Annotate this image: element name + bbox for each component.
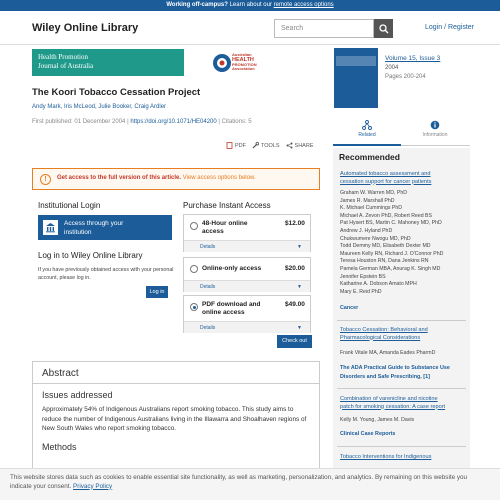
network-icon [362, 120, 372, 130]
recommended-divider [337, 388, 466, 389]
journal-name-line1: Health Promotion [38, 53, 88, 61]
tools-button[interactable] [252, 142, 280, 149]
purchase-option-48h[interactable] [183, 214, 311, 252]
pdf-icon [226, 142, 233, 149]
recommended-article-link[interactable] [340, 171, 465, 186]
rec-cat-line1: The ADA Practical Guide to Substance Use [340, 365, 450, 371]
tab-related-label: Related [358, 132, 376, 138]
journal-cover[interactable] [334, 48, 378, 108]
rec-author: Pamela German MBA, Anurag K. Singh MD [340, 265, 441, 272]
cookie-banner [0, 468, 500, 500]
rec-title-line1: Automated tobacco assessment and [340, 171, 431, 177]
option-label [202, 220, 272, 236]
assoc-line4: Association [232, 66, 255, 71]
access-notice-bold: Get access to the full version of this article. [57, 175, 182, 181]
first-published-label: First published: [32, 119, 73, 125]
journal-banner[interactable] [32, 49, 184, 76]
recommended-article-link[interactable]: Tobacco Interventions for Indigenous [340, 454, 432, 460]
abstract-heading: Abstract [42, 368, 79, 379]
article-authors[interactable]: Andy Mark, Iris McLeod, Julie Booker, Craig Ardler [32, 104, 167, 110]
search-icon [379, 24, 389, 34]
wrench-icon [252, 142, 259, 149]
remote-access-text: Learn about our [229, 2, 272, 8]
remote-access-bold: Working off-campus? [166, 2, 228, 8]
institution-button-line1: Access through your [64, 220, 124, 227]
article-tools [226, 142, 314, 149]
association-name [232, 53, 257, 72]
recommended-authors [340, 190, 465, 296]
chevron-down-icon: ▼ [297, 244, 302, 250]
option-label-line1: 48-Hour online [202, 220, 248, 227]
option-label-line2: online access [202, 309, 245, 316]
option-label-line2: access [202, 228, 224, 235]
recommended-divider [337, 446, 466, 447]
pdf-button[interactable] [226, 142, 246, 149]
rec-author: Maureen Kelly RN, Richard J. O'Connor PhD [340, 250, 444, 257]
option-price: $49.00 [285, 301, 305, 308]
site-header [0, 11, 500, 45]
tab-information[interactable] [401, 116, 469, 146]
page-range: Pages 200-204 [385, 74, 426, 80]
info-icon: ! [40, 174, 51, 185]
rec-author: Graham W. Warren MD, PhD [340, 190, 407, 196]
access-notice [32, 168, 320, 190]
doi-link[interactable]: https://doi.org/10.1071/HE04200 [130, 119, 217, 125]
recommended-article-link[interactable] [340, 396, 465, 411]
option-details-toggle[interactable] [184, 280, 310, 292]
share-button[interactable] [286, 142, 314, 149]
tab-related[interactable] [333, 116, 401, 146]
institution-access-button[interactable] [38, 215, 172, 240]
details-label: Details [200, 325, 216, 331]
assoc-line2: HEALTH [232, 56, 254, 63]
rec-title-line2: cessation support for cancer patients [340, 178, 432, 185]
chevron-down-icon: ▼ [297, 284, 302, 290]
search-button[interactable] [374, 19, 393, 38]
rec-title-line1: Tobacco Cessation: Behavioral and [340, 327, 428, 333]
rec-author: Jennifer Epstein BS [340, 273, 386, 280]
share-icon [286, 142, 293, 149]
purchase-option-pdf[interactable] [183, 295, 311, 333]
article-title: The Koori Tobacco Cessation Project [32, 87, 201, 98]
access-options-link[interactable]: View access options below. [182, 175, 256, 181]
site-logo[interactable]: Wiley Online Library [32, 22, 139, 34]
recommended-category[interactable] [340, 364, 465, 381]
recommended-category[interactable]: Clinical Case Reports [340, 431, 396, 437]
rec-cat-line2: Disorders and Safe Prescribing, [1] [340, 373, 430, 380]
recommended-article-link[interactable] [340, 327, 465, 342]
issues-text: Approximately 54% of Indigenous Australians report smoking tobacco. This study aims to reduce the number of Indigenous Australians living in the Illawarra and Shoalhaven regions of New South Wales who report smoking tobacco. [42, 406, 307, 432]
checkout-button[interactable]: Check out [277, 335, 312, 348]
rec-title-line1: Combination of varenicline and nicotine [340, 396, 438, 402]
citations-count[interactable]: Citations: 5 [221, 119, 252, 125]
publication-info: First published: 01 December 2004 | https://doi.org/10.1071/HE04200 | Citations: 5 [32, 119, 252, 125]
institution-button-line2: institution [64, 229, 92, 236]
recommended-divider [337, 320, 466, 321]
option-label [202, 301, 272, 317]
first-published-date: 01 December 2004 [74, 119, 126, 125]
recommended-authors: Frank Vitale MA, Amanda Eades PharmD [340, 350, 436, 356]
details-label: Details [200, 284, 216, 290]
rec-author: Pat Hysert BS, Martin C. Mahoney MD, PhD [340, 220, 442, 227]
purchase-heading: Purchase Instant Access [183, 201, 271, 210]
log-in-button[interactable]: Log in [146, 286, 168, 298]
rec-author: Mary E. Reid PhD [340, 288, 382, 295]
right-panel-tabs [333, 116, 470, 146]
option-price: $12.00 [285, 220, 305, 227]
tab-information-label: Information [422, 132, 448, 138]
remote-access-banner [0, 0, 500, 11]
rec-author: Katharine A. Dobson Amato MPH [340, 281, 417, 288]
rec-title-line2: Pharmacological Considerations [340, 334, 421, 341]
methods-heading: Methods [42, 442, 77, 452]
share-label: SHARE [294, 142, 314, 149]
option-details-toggle[interactable] [184, 321, 310, 333]
radio-pdf-selected[interactable] [190, 303, 198, 311]
remote-access-link[interactable]: remote access options [273, 2, 334, 8]
rec-author: James R. Marshall PhD [340, 197, 395, 204]
rec-author: Todd Demmy MD, Elisabeth Dexter MD [340, 243, 431, 250]
cookie-text: This website stores data such as cookies to enable essential site functionality, as well as marketing, personalization, and analytics. By remaining on this website you indicate your consent. [10, 474, 467, 490]
radio-online[interactable] [190, 265, 198, 273]
radio-48h[interactable] [190, 222, 198, 230]
assoc-line1: Australian [232, 52, 252, 57]
institutional-login-heading: Institutional Login [38, 201, 101, 210]
purchase-option-online[interactable] [183, 257, 311, 292]
wol-login-text: If you have previously obtained access with your personal account, please log in. [38, 267, 174, 281]
assoc-line3: PROMOTION [232, 61, 257, 67]
abstract-divider [32, 383, 320, 384]
details-label: Details [200, 244, 216, 250]
privacy-policy-link[interactable]: Privacy Policy [73, 482, 113, 490]
option-price: $20.00 [285, 265, 305, 272]
tools-label: TOOLS [261, 142, 280, 149]
rec-author: K. Michael Cummings PhD [340, 205, 402, 212]
rec-title-line2: patch for smoking cessation: A case report [340, 403, 446, 410]
recommended-heading: Recommended [339, 152, 400, 162]
rec-author: Teresa Houston RN, Dana Jenkins RN [340, 258, 429, 265]
volume-issue-link[interactable]: Volume 15, Issue 3 [385, 55, 441, 62]
recommended-authors: Kelly M. Young, James M. Davis [340, 417, 415, 423]
recommended-category[interactable]: Cancer [340, 305, 359, 311]
institution-icon [43, 220, 58, 235]
info-circle-icon [430, 120, 440, 130]
search-input[interactable]: Search [274, 19, 374, 38]
option-label-line1: PDF download and [202, 301, 261, 308]
wol-login-heading: Log in to Wiley Online Library [38, 251, 143, 260]
issues-heading: Issues addressed [42, 390, 113, 400]
option-label: Online-only access [202, 265, 262, 272]
rec-author: Chukwumere Nwogu MD, PhD [340, 235, 411, 242]
issue-year: 2004 [385, 65, 399, 71]
journal-name-line2: Journal of Australia [38, 62, 94, 70]
login-register-link[interactable]: Login / Register [425, 24, 475, 31]
rec-author: Andrew J. Hyland PhD [340, 227, 393, 234]
chevron-down-icon: ▼ [297, 325, 302, 331]
option-details-toggle[interactable] [184, 240, 310, 252]
rec-author: Michael A. Zevon PhD, Robert Reed BS [340, 212, 432, 219]
pdf-label: PDF [235, 142, 246, 149]
